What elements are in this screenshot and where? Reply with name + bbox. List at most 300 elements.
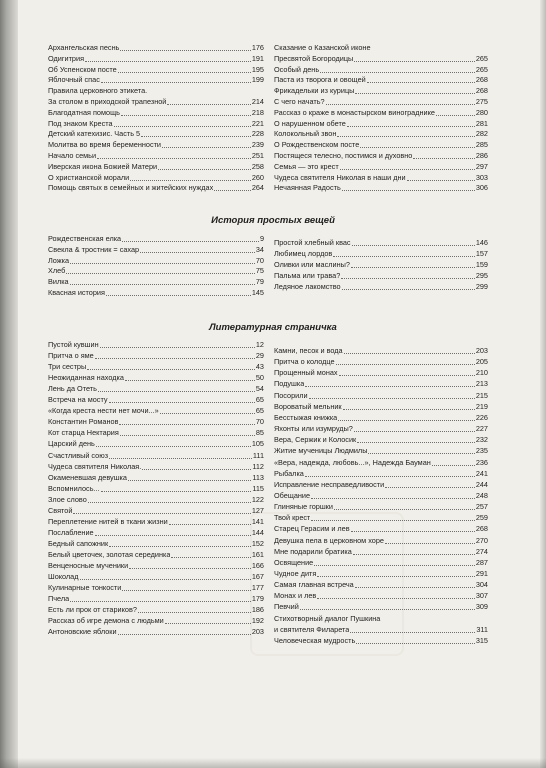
dot-leader: [138, 612, 251, 613]
dot-leader: [109, 458, 252, 459]
toc-entry: [48, 428, 264, 438]
toc-entry-title: Чудеса святителя Николая.: [48, 461, 142, 471]
toc-entry-title: Шоколад: [48, 572, 79, 582]
dot-leader: [100, 347, 255, 348]
toc-entry-title: Притча о яме: [48, 351, 94, 361]
toc-entry-title: Рождественская елка: [48, 234, 122, 243]
toc-entry: [48, 384, 264, 394]
toc-entry-page: 265: [475, 64, 488, 74]
toc-entry: [48, 65, 264, 75]
toc-entry-title: Бедный сапожник: [48, 538, 109, 548]
toc-entry-title: Фрикадельки из курицы: [274, 86, 355, 96]
dot-leader: [95, 535, 251, 536]
toc-entry-title: Девушка пела в церковном хоре: [274, 535, 384, 545]
toc-entry-title: Яхонты или изумруды?: [274, 424, 353, 434]
toc-entry: [274, 54, 488, 64]
dot-leader: [432, 465, 475, 466]
dot-leader: [351, 267, 475, 268]
dot-leader: [333, 256, 475, 257]
toc-entry: [274, 379, 488, 389]
toc-entry-page: 306: [475, 183, 488, 193]
book-spine-shadow: [0, 0, 18, 768]
toc-entry-title: Послабление: [48, 527, 94, 537]
dot-leader: [385, 543, 475, 544]
toc-entry: [48, 234, 264, 244]
dot-leader: [128, 480, 251, 481]
dot-leader: [309, 398, 475, 399]
toc-entry-page: 152: [251, 538, 264, 548]
toc-entry-page: 161: [251, 549, 264, 559]
dot-leader: [352, 245, 475, 246]
toc-entry-title: Любимец лордов: [274, 249, 333, 258]
toc-entry-title: Одигитрия: [48, 53, 85, 63]
toc-entry-page: 244: [475, 479, 488, 489]
dot-leader: [407, 180, 475, 181]
toc-entry-page: 285: [475, 140, 488, 150]
toc-entry-page: 268: [475, 86, 488, 96]
toc-entry-title: Счастливый союз: [48, 450, 109, 460]
toc-entry: [48, 462, 264, 472]
toc-entry-title: Вилка: [48, 277, 69, 287]
toc-entry: [48, 550, 264, 560]
toc-entry-title: Венценосные мученики: [48, 561, 129, 570]
toc-entry-page: 34: [255, 244, 264, 254]
toc-entry-title: Царский день: [48, 439, 95, 449]
toc-entry-title: Пчела: [48, 594, 70, 604]
dot-leader: [353, 554, 475, 555]
dot-leader: [85, 61, 251, 62]
toc-entry-title: Твой крест: [274, 513, 311, 523]
toc-entry: [48, 256, 264, 266]
toc-entry: [274, 346, 488, 356]
toc-entry-title: Свекла & тростник = сахар: [48, 244, 140, 254]
toc-entry-title: Самая главная встреча: [274, 580, 354, 590]
toc-entry-title: Об Успенском посте: [48, 64, 117, 74]
toc-entry-title: и святителя Филарета: [274, 624, 350, 634]
toc-column-right-literary: [274, 346, 488, 656]
toc-entry-page: 232: [475, 435, 488, 445]
toc-entry: [48, 266, 264, 276]
toc-entry-page: 214: [251, 97, 264, 106]
dot-leader: [367, 82, 475, 83]
toc-entry-page: 192: [251, 616, 264, 626]
toc-entry-title: Помощь святых в семейных и житейских нуждах: [48, 183, 214, 193]
dot-leader: [350, 632, 475, 633]
toc-entry-page: 295: [475, 271, 488, 280]
toc-entry-title: Антоновские яблоки: [48, 627, 117, 637]
toc-entry: [274, 108, 488, 118]
section-title-history: История простых вещей: [211, 215, 335, 226]
toc-entry-page: 70: [255, 255, 264, 265]
toc-entry-title: Пальма или трава?: [274, 271, 341, 280]
toc-entry-page: 113: [252, 472, 264, 482]
toc-entry: [48, 373, 264, 383]
toc-entry-title: «Когда креста нести нет мочи...»: [48, 406, 159, 416]
toc-entry-page: 29: [255, 351, 264, 361]
toc-entry-title: Монах и лев: [274, 591, 317, 601]
dot-leader: [95, 358, 255, 359]
toc-entry-page: 145: [251, 288, 264, 297]
toc-entry-title: Ложка: [48, 255, 70, 265]
toc-entry: [48, 351, 264, 361]
dot-leader: [70, 601, 251, 602]
page-bottom-shadow: [0, 758, 546, 768]
toc-entry-title: Квасная история: [48, 288, 105, 297]
toc-entry-page: 303: [475, 172, 488, 182]
toc-entry-title: Прощенный монах: [274, 368, 338, 378]
dot-leader: [70, 263, 255, 264]
toc-entry: [274, 151, 488, 161]
toc-entry: [48, 119, 264, 129]
toc-column-left-top: [48, 43, 264, 193]
dot-leader: [311, 520, 474, 521]
dot-leader: [142, 469, 251, 470]
toc-entry-page: 12: [255, 340, 264, 349]
dot-leader: [351, 531, 475, 532]
toc-entry: [274, 558, 488, 568]
dot-leader: [66, 273, 255, 274]
toc-entry: [274, 183, 488, 193]
toc-entry-title: Камни, песок и вода: [274, 346, 343, 355]
dot-leader: [122, 241, 259, 242]
toc-entry-title: Оливки или маслины?: [274, 260, 350, 269]
toc-entry: [274, 238, 488, 248]
toc-entry-page: 311: [476, 624, 488, 634]
toc-entry-title: Глиняные горшки: [274, 502, 333, 512]
toc-entry-title: Постящеся телесно, постимся и духовно: [274, 151, 413, 160]
toc-entry-page: 65: [255, 395, 264, 405]
toc-entry-page: 257: [475, 502, 488, 512]
toc-entry-title-line: Сказание о Казанской иконе: [274, 43, 371, 52]
dot-leader: [106, 295, 251, 296]
toc-entry-page: 304: [475, 580, 488, 590]
toc-entry: [274, 458, 488, 468]
dot-leader: [169, 524, 251, 525]
toc-entry: [48, 495, 264, 505]
toc-entry-title: Лень да Отеть: [48, 384, 97, 394]
toc-entry-page: 213: [475, 379, 488, 389]
toc-entry: [274, 591, 488, 601]
toc-entry-title: Вера, Сержик и Колосик: [274, 435, 357, 445]
dot-leader: [120, 50, 250, 51]
toc-entry: [48, 506, 264, 516]
toc-entry-title: Освящение: [274, 557, 314, 567]
toc-entry-page: 115: [252, 483, 264, 493]
toc-entry: [48, 97, 264, 107]
toc-entry-title: Чудеса святителя Николая в наши дни: [274, 172, 406, 182]
toc-entry-page: 50: [255, 373, 264, 383]
toc-entry-title: Начало семьи: [48, 151, 97, 160]
dot-leader: [436, 115, 475, 116]
dot-leader: [122, 590, 250, 591]
dot-leader: [317, 598, 475, 599]
toc-entry-title: Архангельская песнь: [48, 43, 120, 52]
toc-entry: [48, 439, 264, 449]
dot-leader: [368, 453, 474, 454]
toc-entry-title: Исправление несправедливости: [274, 479, 385, 489]
toc-entry: [274, 173, 488, 183]
dot-leader: [171, 557, 250, 558]
toc-entry-title-line: Стихотворный диалог Пушкина: [274, 613, 381, 623]
toc-entry-page: 268: [475, 524, 488, 534]
dot-leader: [160, 413, 255, 414]
dot-leader: [165, 623, 251, 624]
toc-entry-title: Три сестры: [48, 362, 87, 372]
toc-entry: [274, 602, 488, 612]
toc-entry: [274, 282, 488, 292]
toc-entry: [48, 473, 264, 483]
dot-leader: [214, 190, 251, 191]
toc-entry: [274, 249, 488, 259]
toc-entry: [48, 451, 264, 461]
page-edge: [540, 0, 546, 768]
toc-entry: [274, 86, 488, 96]
toc-entry: [274, 636, 488, 646]
dot-leader: [341, 278, 475, 279]
toc-entry: [274, 97, 488, 107]
toc-entry: [274, 162, 488, 172]
toc-entry-title: Злое слово: [48, 494, 87, 504]
dot-leader: [311, 498, 475, 499]
toc-entry: [274, 491, 488, 501]
toc-entry-title: Благодатная помощь: [48, 107, 120, 117]
toc-entry-page: 280: [475, 107, 488, 117]
toc-entry-title: Вспомнилось...: [48, 483, 100, 493]
dot-leader: [314, 565, 475, 566]
toc-entry-page: 127: [251, 505, 264, 515]
toc-entry-title: Простой хлебный квас: [274, 238, 351, 247]
dot-leader: [120, 435, 255, 436]
toc-entry-title: Нечаянная Радость: [274, 183, 341, 193]
toc-entry-title: Есть ли прок от стариков?: [48, 605, 137, 615]
toc-entry: [274, 469, 488, 479]
dot-leader: [357, 442, 475, 443]
toc-entry: [274, 569, 488, 579]
dot-leader: [109, 402, 255, 403]
toc-entry-title: Пустой кувшин: [48, 340, 99, 349]
toc-entry-page: 275: [475, 97, 488, 106]
toc-entry-title: Посорили: [274, 390, 308, 400]
toc-entry: [48, 54, 264, 64]
dot-leader: [305, 476, 475, 477]
toc-entry-page: 265: [475, 53, 488, 63]
toc-entry: [48, 362, 264, 372]
toc-entry: [48, 288, 264, 298]
toc-entry: [48, 484, 264, 494]
toc-entry: [48, 594, 264, 604]
toc-entry-page: 144: [251, 527, 264, 537]
toc-entry-title: Молитва во время беременности: [48, 140, 162, 150]
dot-leader: [98, 391, 255, 392]
toc-entry: [48, 151, 264, 161]
toc-entry: [48, 561, 264, 571]
toc-entry-page: 65: [255, 406, 264, 416]
toc-entry-title: Рыбалка: [274, 468, 304, 478]
dot-leader: [413, 158, 474, 159]
dot-leader: [326, 104, 475, 105]
toc-entry: [274, 524, 488, 534]
toc-column-left-literary: [48, 340, 264, 650]
toc-entry-title: Кулинарные тонкости: [48, 583, 122, 593]
toc-entry-title: Чудное дитя: [274, 569, 317, 578]
toc-entry: [48, 417, 264, 427]
toc-entry-page: 43: [255, 362, 264, 372]
toc-entry-page: 105: [251, 439, 264, 449]
toc-entry-page: 287: [475, 557, 488, 567]
toc-entry-title: Мне подарили братика: [274, 546, 352, 556]
toc-entry: [48, 395, 264, 405]
toc-entry-page: 227: [475, 424, 488, 434]
section-title-literary: Литературная страничка: [209, 322, 337, 333]
dot-leader: [385, 487, 475, 488]
toc-entry-title: Колокольный звон: [274, 129, 337, 139]
toc-entry: [274, 424, 488, 434]
toc-entry-title: Певчий: [274, 602, 299, 612]
toc-entry: [274, 480, 488, 490]
toc-entry: [48, 616, 264, 626]
toc-entry-page: 215: [475, 390, 488, 400]
toc-entry-page: 221: [251, 118, 264, 128]
toc-entry-page: 251: [251, 151, 264, 160]
toc-entry-title: Неожиданная находка: [48, 373, 124, 383]
toc-entry-title: Кот старца Нектария: [48, 428, 119, 438]
toc-entry: [274, 140, 488, 150]
toc-column-right-top: [274, 43, 488, 193]
toc-entry-page: 177: [251, 583, 264, 593]
dot-leader: [334, 509, 475, 510]
toc-entry-title: Константин Романов: [48, 417, 119, 427]
dot-leader: [305, 386, 474, 387]
dot-leader: [342, 190, 475, 191]
dot-leader: [118, 634, 251, 635]
toc-entry-page: 191: [251, 53, 264, 63]
toc-entry: [48, 129, 264, 139]
toc-entry-title: Подушка: [274, 379, 305, 389]
toc-entry: [274, 368, 488, 378]
dot-leader: [101, 491, 252, 492]
toc-entry: [274, 547, 488, 557]
toc-entry-title: Семья — это крест: [274, 161, 339, 171]
dot-leader: [109, 546, 251, 547]
toc-entry-page: 248: [475, 490, 488, 500]
dot-leader: [129, 568, 251, 569]
toc-entry: [48, 517, 264, 527]
toc-entry-title: Притча о колодце: [274, 357, 335, 367]
toc-entry: [48, 173, 264, 183]
toc-entry-page: 199: [251, 75, 264, 85]
toc-entry-page: 9: [259, 234, 264, 243]
toc-entry-page: 203: [475, 346, 488, 355]
toc-entry-page: 297: [475, 161, 488, 171]
toc-entry: [48, 605, 264, 615]
toc-entry: [48, 539, 264, 549]
toc-entry-page: 268: [475, 75, 488, 85]
toc-entry-page: 236: [475, 457, 488, 467]
dot-leader: [101, 82, 251, 83]
toc-entry-title: Белый цветочек, золотая серединка: [48, 549, 171, 559]
toc-entry: [48, 245, 264, 255]
toc-entry-title: О Рождественском посте: [274, 140, 360, 150]
dot-leader: [320, 72, 475, 73]
toc-entry: [274, 536, 488, 546]
dot-leader: [336, 364, 475, 365]
toc-entry-page: 281: [475, 118, 488, 128]
toc-entry: [48, 406, 264, 416]
toc-entry-title: «Вера, надежда, любовь...», Надежда Бауман: [274, 457, 431, 467]
toc-entry-page: 205: [475, 357, 488, 367]
toc-entry: [274, 513, 488, 523]
toc-entry-title: Святой: [48, 505, 73, 515]
toc-entry-page: 176: [251, 43, 264, 52]
toc-entry-title: Пресвятой Богородицы: [274, 53, 354, 63]
dot-leader: [162, 147, 251, 148]
dot-leader: [339, 375, 475, 376]
dot-leader: [340, 169, 475, 170]
toc-entry: [274, 402, 488, 412]
toc-entry-page: 111: [252, 450, 264, 460]
dot-leader: [354, 61, 475, 62]
toc-entry-page: 239: [251, 140, 264, 150]
toc-entry-page: 166: [251, 561, 264, 570]
toc-entry-page: 146: [475, 238, 488, 247]
dot-leader: [355, 587, 475, 588]
toc-entry: [274, 119, 488, 129]
dot-leader: [344, 353, 475, 354]
toc-entry-title: Встреча на мосту: [48, 395, 108, 405]
dot-leader: [119, 424, 254, 425]
dot-leader: [167, 104, 250, 105]
toc-entry: [48, 183, 264, 193]
toc-entry-title: Бесстыжая книжка: [274, 412, 338, 422]
toc-entry-page: 260: [251, 172, 264, 182]
toc-entry-page: 282: [475, 129, 488, 139]
toc-entry-page: 122: [251, 494, 264, 504]
dot-leader: [121, 115, 251, 116]
dot-leader: [141, 136, 251, 137]
dot-leader: [118, 72, 251, 73]
dot-leader: [97, 158, 251, 159]
toc-entry: [274, 435, 488, 445]
toc-entry: [48, 340, 264, 350]
dot-leader: [356, 643, 475, 644]
toc-entry: [274, 75, 488, 85]
dot-leader: [337, 136, 474, 137]
toc-entry-page: 259: [475, 513, 488, 523]
toc-entry: [274, 391, 488, 401]
toc-entry-page: 85: [255, 428, 264, 438]
toc-entry-page: 299: [475, 282, 488, 291]
dot-leader: [360, 147, 475, 148]
toc-entry-title: Рассказ об игре демона с людьми: [48, 616, 164, 626]
toc-column-right-history: [274, 238, 488, 318]
toc-entry-page: 159: [475, 260, 488, 269]
toc-entry: [274, 129, 488, 139]
dot-leader: [70, 284, 255, 285]
toc-entry: [48, 108, 264, 118]
dot-leader: [343, 409, 475, 410]
toc-entry-page: 157: [475, 249, 488, 258]
toc-entry-title: Старец Герасим и лев: [274, 524, 350, 534]
dot-leader: [80, 579, 251, 580]
toc-entry-title: Иверская икона Божией Матери: [48, 161, 158, 171]
toc-entry-page: 70: [255, 417, 264, 427]
toc-entry-page: 235: [475, 446, 488, 456]
toc-entry-page: 241: [475, 468, 488, 478]
toc-entry: [48, 140, 264, 150]
toc-entry: [274, 413, 488, 423]
toc-entry-title: Особый день: [274, 64, 320, 74]
toc-entry-page: 219: [475, 401, 488, 411]
